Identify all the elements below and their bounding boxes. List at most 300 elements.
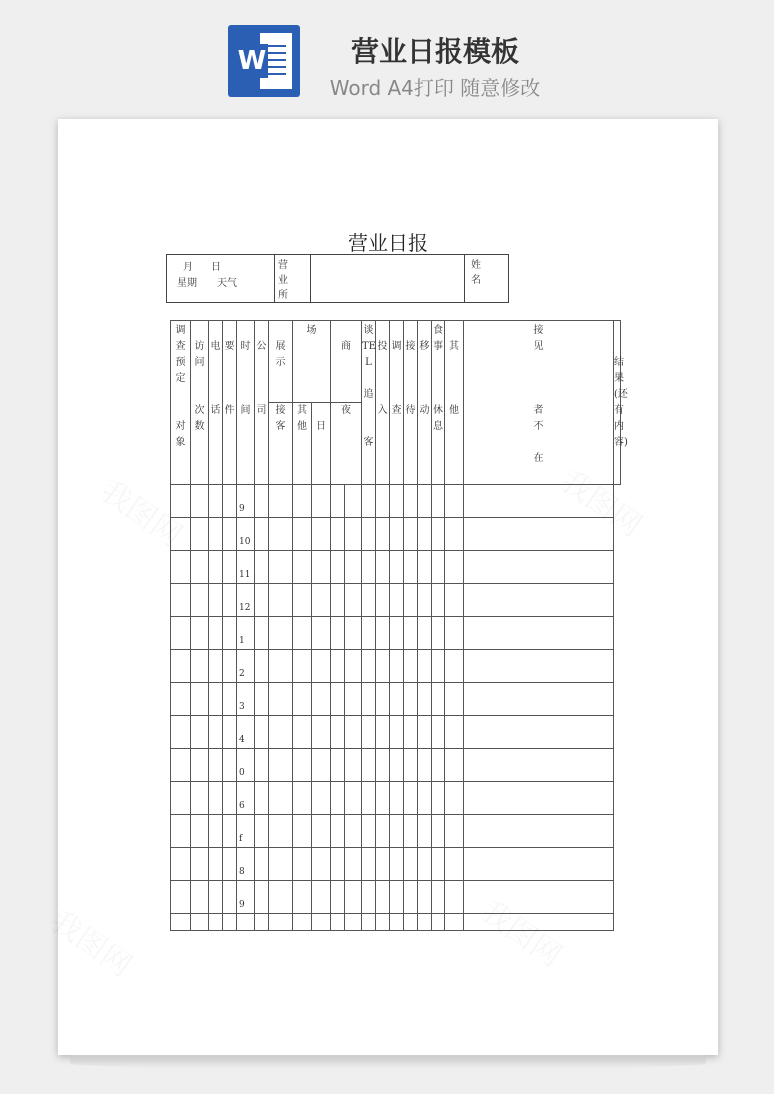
table-cell[interactable] bbox=[418, 485, 432, 518]
table-cell[interactable] bbox=[223, 782, 237, 815]
table-cell[interactable] bbox=[418, 617, 432, 650]
hour-cell[interactable]: 9 bbox=[237, 881, 255, 914]
table-row bbox=[171, 815, 621, 848]
table-row bbox=[171, 518, 621, 551]
table-cell[interactable] bbox=[345, 881, 362, 914]
table-cell[interactable] bbox=[269, 881, 293, 914]
table-cell[interactable] bbox=[376, 551, 390, 584]
table-cell[interactable] bbox=[345, 518, 362, 551]
table-cell[interactable] bbox=[191, 716, 209, 749]
hour-cell[interactable]: 10 bbox=[237, 518, 255, 551]
hour-cell[interactable]: 8 bbox=[237, 848, 255, 881]
table-cell[interactable] bbox=[376, 815, 390, 848]
table-cell[interactable] bbox=[362, 716, 376, 749]
table-cell[interactable] bbox=[312, 650, 331, 683]
table-cell[interactable] bbox=[331, 584, 345, 617]
table-cell[interactable] bbox=[209, 584, 223, 617]
table-cell[interactable] bbox=[418, 716, 432, 749]
table-cell[interactable] bbox=[293, 617, 312, 650]
table-cell[interactable] bbox=[269, 551, 293, 584]
table-cell[interactable] bbox=[171, 914, 191, 931]
table-cell[interactable] bbox=[293, 683, 312, 716]
table-row bbox=[171, 584, 621, 617]
result-cell[interactable] bbox=[464, 650, 614, 683]
table-cell[interactable] bbox=[376, 485, 390, 518]
document-page bbox=[58, 119, 718, 1055]
table-cell[interactable] bbox=[269, 518, 293, 551]
table-cell[interactable] bbox=[362, 485, 376, 518]
table-cell[interactable] bbox=[404, 683, 418, 716]
table-cell[interactable] bbox=[404, 782, 418, 815]
table-cell[interactable] bbox=[445, 551, 464, 584]
table-cell[interactable] bbox=[445, 716, 464, 749]
table-cell[interactable] bbox=[404, 815, 418, 848]
table-row bbox=[171, 551, 621, 584]
table-row bbox=[171, 749, 621, 782]
table-cell[interactable] bbox=[209, 914, 223, 931]
table-cell[interactable] bbox=[171, 848, 191, 881]
table-cell[interactable] bbox=[191, 881, 209, 914]
table-cell[interactable] bbox=[293, 914, 312, 931]
table-cell[interactable] bbox=[390, 815, 404, 848]
table-cell[interactable] bbox=[362, 881, 376, 914]
table-cell[interactable] bbox=[390, 650, 404, 683]
table-row bbox=[171, 650, 621, 683]
table-cell[interactable] bbox=[345, 584, 362, 617]
table-cell[interactable] bbox=[376, 716, 390, 749]
result-cell[interactable] bbox=[464, 914, 614, 931]
table-cell[interactable] bbox=[404, 551, 418, 584]
table-cell[interactable] bbox=[223, 551, 237, 584]
table-cell[interactable] bbox=[404, 881, 418, 914]
table-cell[interactable] bbox=[171, 584, 191, 617]
table-cell[interactable] bbox=[345, 749, 362, 782]
table-cell[interactable] bbox=[191, 518, 209, 551]
table-cell[interactable] bbox=[345, 617, 362, 650]
table-cell[interactable] bbox=[312, 749, 331, 782]
table-cell[interactable] bbox=[331, 518, 345, 551]
table-cell[interactable] bbox=[404, 584, 418, 617]
table-cell[interactable] bbox=[418, 914, 432, 931]
table-cell[interactable] bbox=[418, 782, 432, 815]
table-cell[interactable] bbox=[331, 485, 345, 518]
hour-cell[interactable]: 11 bbox=[237, 551, 255, 584]
table-cell[interactable] bbox=[432, 914, 445, 931]
table-cell[interactable] bbox=[255, 848, 269, 881]
table-cell[interactable] bbox=[432, 881, 445, 914]
table-cell[interactable] bbox=[432, 782, 445, 815]
table-cell[interactable] bbox=[418, 650, 432, 683]
table-cell[interactable] bbox=[255, 914, 269, 931]
table-cell[interactable] bbox=[362, 815, 376, 848]
table-cell[interactable] bbox=[376, 683, 390, 716]
table-cell[interactable] bbox=[376, 881, 390, 914]
table-cell[interactable] bbox=[209, 485, 223, 518]
hour-cell[interactable]: 12 bbox=[237, 584, 255, 617]
hour-cell[interactable]: 0 bbox=[237, 749, 255, 782]
table-cell[interactable] bbox=[269, 617, 293, 650]
table-cell[interactable] bbox=[331, 617, 345, 650]
table-cell[interactable] bbox=[223, 617, 237, 650]
col-day: 日 bbox=[312, 403, 331, 485]
col-business: 商 bbox=[331, 321, 362, 403]
table-cell[interactable] bbox=[255, 683, 269, 716]
table-cell[interactable] bbox=[362, 782, 376, 815]
table-cell[interactable] bbox=[293, 518, 312, 551]
banner-subtitle: Word A4打印 随意修改 bbox=[329, 76, 541, 100]
table-cell[interactable] bbox=[255, 749, 269, 782]
table-cell[interactable] bbox=[404, 848, 418, 881]
table-cell[interactable] bbox=[331, 551, 345, 584]
table-cell[interactable] bbox=[223, 485, 237, 518]
table-cell[interactable] bbox=[171, 749, 191, 782]
table-cell[interactable] bbox=[390, 881, 404, 914]
table-cell[interactable] bbox=[445, 518, 464, 551]
table-cell[interactable] bbox=[191, 848, 209, 881]
table-cell[interactable] bbox=[223, 716, 237, 749]
table-cell[interactable] bbox=[445, 848, 464, 881]
result-cell[interactable] bbox=[464, 881, 614, 914]
hour-cell[interactable]: 3 bbox=[237, 683, 255, 716]
table-cell[interactable] bbox=[404, 914, 418, 931]
table-cell[interactable] bbox=[191, 782, 209, 815]
hour-cell[interactable]: 2 bbox=[237, 650, 255, 683]
table-cell[interactable] bbox=[331, 914, 345, 931]
table-cell[interactable] bbox=[362, 617, 376, 650]
table-cell[interactable] bbox=[269, 914, 293, 931]
table-cell[interactable] bbox=[362, 683, 376, 716]
table-cell[interactable] bbox=[312, 881, 331, 914]
result-cell[interactable] bbox=[464, 518, 614, 551]
col-time: 时 间 bbox=[237, 321, 255, 485]
table-cell[interactable] bbox=[376, 749, 390, 782]
table-cell[interactable] bbox=[404, 485, 418, 518]
table-cell[interactable] bbox=[171, 881, 191, 914]
col-reception: 接 客 bbox=[269, 403, 293, 485]
table-cell[interactable] bbox=[209, 650, 223, 683]
table-cell[interactable] bbox=[390, 914, 404, 931]
table-cell[interactable] bbox=[432, 815, 445, 848]
table-cell[interactable] bbox=[223, 584, 237, 617]
table-cell[interactable] bbox=[390, 716, 404, 749]
table-cell[interactable] bbox=[223, 650, 237, 683]
table-cell[interactable] bbox=[345, 683, 362, 716]
table-cell[interactable] bbox=[293, 650, 312, 683]
table-cell[interactable] bbox=[171, 617, 191, 650]
table-cell[interactable] bbox=[390, 584, 404, 617]
table-cell[interactable] bbox=[445, 782, 464, 815]
table-cell[interactable] bbox=[293, 881, 312, 914]
col-meal-rest: 食 事 休 息 bbox=[432, 321, 445, 485]
table-cell[interactable] bbox=[445, 617, 464, 650]
table-row bbox=[171, 881, 621, 914]
table-cell[interactable] bbox=[209, 749, 223, 782]
table-cell[interactable] bbox=[191, 815, 209, 848]
table-cell[interactable] bbox=[255, 518, 269, 551]
table-cell[interactable] bbox=[404, 518, 418, 551]
table-cell[interactable] bbox=[376, 617, 390, 650]
table-row bbox=[171, 485, 621, 518]
table-cell[interactable] bbox=[255, 815, 269, 848]
result-cell[interactable] bbox=[464, 815, 614, 848]
word-icon: W bbox=[228, 25, 300, 97]
table-cell[interactable] bbox=[432, 584, 445, 617]
table-cell[interactable] bbox=[418, 848, 432, 881]
table-cell[interactable] bbox=[390, 749, 404, 782]
table-cell[interactable] bbox=[312, 518, 331, 551]
table-cell[interactable] bbox=[404, 617, 418, 650]
table-cell[interactable] bbox=[362, 914, 376, 931]
table-cell[interactable] bbox=[404, 716, 418, 749]
table-cell[interactable] bbox=[345, 815, 362, 848]
table-cell[interactable] bbox=[362, 848, 376, 881]
table-cell[interactable] bbox=[345, 485, 362, 518]
table-cell[interactable] bbox=[390, 617, 404, 650]
table-cell[interactable] bbox=[269, 683, 293, 716]
table-cell[interactable] bbox=[312, 485, 331, 518]
table-cell[interactable] bbox=[390, 551, 404, 584]
table-cell[interactable] bbox=[390, 683, 404, 716]
table-cell[interactable] bbox=[432, 716, 445, 749]
table-row bbox=[171, 617, 621, 650]
table-cell[interactable] bbox=[171, 683, 191, 716]
table-cell[interactable] bbox=[432, 518, 445, 551]
table-cell[interactable] bbox=[293, 551, 312, 584]
table-cell[interactable] bbox=[191, 551, 209, 584]
table-cell[interactable] bbox=[376, 650, 390, 683]
table-cell[interactable] bbox=[269, 848, 293, 881]
table-cell[interactable] bbox=[362, 749, 376, 782]
col-company: 公 司 bbox=[255, 321, 269, 485]
table-row bbox=[171, 848, 621, 881]
table-cell[interactable] bbox=[432, 617, 445, 650]
table-cell[interactable] bbox=[331, 848, 345, 881]
table-row bbox=[171, 716, 621, 749]
table-cell[interactable] bbox=[209, 815, 223, 848]
table-cell[interactable] bbox=[345, 782, 362, 815]
col-absent: 接 见 者 不 在 bbox=[464, 321, 614, 485]
table-cell[interactable] bbox=[191, 617, 209, 650]
table-cell[interactable] bbox=[171, 485, 191, 518]
table-cell[interactable] bbox=[445, 485, 464, 518]
table-cell[interactable] bbox=[171, 518, 191, 551]
table-cell[interactable] bbox=[432, 650, 445, 683]
table-cell[interactable] bbox=[312, 551, 331, 584]
watermark bbox=[44, 897, 143, 985]
table-cell[interactable] bbox=[269, 650, 293, 683]
result-cell[interactable] bbox=[464, 749, 614, 782]
table-cell[interactable] bbox=[255, 551, 269, 584]
table-cell[interactable] bbox=[390, 485, 404, 518]
table-cell[interactable] bbox=[445, 650, 464, 683]
document-title: 营业日报 bbox=[348, 231, 428, 255]
table-cell[interactable] bbox=[331, 749, 345, 782]
table-cell[interactable] bbox=[376, 914, 390, 931]
table-cell[interactable] bbox=[445, 914, 464, 931]
result-cell[interactable] bbox=[464, 716, 614, 749]
hour-cell[interactable]: 1 bbox=[237, 617, 255, 650]
result-cell[interactable] bbox=[464, 617, 614, 650]
table-cell[interactable] bbox=[209, 716, 223, 749]
table-cell[interactable] bbox=[223, 749, 237, 782]
table-cell[interactable] bbox=[432, 749, 445, 782]
hour-cell[interactable] bbox=[237, 914, 255, 931]
result-cell[interactable] bbox=[464, 485, 614, 518]
result-cell[interactable] bbox=[464, 584, 614, 617]
table-cell[interactable] bbox=[345, 650, 362, 683]
table-cell[interactable] bbox=[331, 881, 345, 914]
table-row bbox=[171, 914, 621, 931]
table-cell[interactable] bbox=[223, 881, 237, 914]
table-cell[interactable] bbox=[269, 584, 293, 617]
table-cell[interactable] bbox=[209, 848, 223, 881]
table-cell[interactable] bbox=[293, 716, 312, 749]
table-cell[interactable] bbox=[209, 551, 223, 584]
table-cell[interactable] bbox=[191, 914, 209, 931]
table-cell[interactable] bbox=[312, 782, 331, 815]
col-venue: 场 bbox=[293, 321, 331, 403]
day-label: 日 bbox=[211, 262, 221, 273]
table-cell[interactable] bbox=[331, 815, 345, 848]
table-cell[interactable] bbox=[376, 584, 390, 617]
table-cell[interactable] bbox=[255, 650, 269, 683]
table-cell[interactable] bbox=[345, 914, 362, 931]
table-cell[interactable] bbox=[418, 518, 432, 551]
result-cell[interactable] bbox=[464, 848, 614, 881]
table-cell[interactable] bbox=[171, 815, 191, 848]
table-cell[interactable] bbox=[362, 518, 376, 551]
table-cell[interactable] bbox=[293, 815, 312, 848]
table-cell[interactable] bbox=[269, 782, 293, 815]
table-cell[interactable] bbox=[418, 815, 432, 848]
table-cell[interactable] bbox=[209, 881, 223, 914]
table-cell[interactable] bbox=[269, 485, 293, 518]
table-cell[interactable] bbox=[171, 782, 191, 815]
table-cell[interactable] bbox=[269, 815, 293, 848]
table-cell[interactable] bbox=[209, 617, 223, 650]
table-cell[interactable] bbox=[255, 617, 269, 650]
table-cell[interactable] bbox=[418, 881, 432, 914]
table-cell[interactable] bbox=[223, 518, 237, 551]
table-cell[interactable] bbox=[171, 716, 191, 749]
table-cell[interactable] bbox=[293, 584, 312, 617]
table-cell[interactable] bbox=[269, 716, 293, 749]
header-info-box bbox=[166, 254, 509, 303]
table-cell[interactable] bbox=[445, 683, 464, 716]
table-cell[interactable] bbox=[191, 650, 209, 683]
table-cell[interactable] bbox=[418, 749, 432, 782]
table-cell[interactable] bbox=[418, 551, 432, 584]
table-cell[interactable] bbox=[445, 881, 464, 914]
hour-cell[interactable]: 9 bbox=[237, 485, 255, 518]
table-cell[interactable] bbox=[312, 683, 331, 716]
table-cell[interactable] bbox=[223, 914, 237, 931]
result-cell[interactable] bbox=[464, 551, 614, 584]
table-cell[interactable] bbox=[445, 584, 464, 617]
table-cell[interactable] bbox=[445, 815, 464, 848]
table-cell[interactable] bbox=[345, 551, 362, 584]
table-cell[interactable] bbox=[312, 815, 331, 848]
table-cell[interactable] bbox=[255, 584, 269, 617]
result-cell[interactable] bbox=[464, 683, 614, 716]
table-cell[interactable] bbox=[404, 749, 418, 782]
table-cell[interactable] bbox=[362, 584, 376, 617]
table-cell[interactable] bbox=[171, 650, 191, 683]
table-cell[interactable] bbox=[312, 716, 331, 749]
table-cell[interactable] bbox=[293, 782, 312, 815]
table-cell[interactable] bbox=[255, 881, 269, 914]
page-shadow bbox=[70, 1055, 706, 1069]
table-cell[interactable] bbox=[362, 650, 376, 683]
table-cell[interactable] bbox=[312, 584, 331, 617]
hour-cell[interactable]: f bbox=[237, 815, 255, 848]
table-cell[interactable] bbox=[376, 518, 390, 551]
result-cell[interactable] bbox=[464, 782, 614, 815]
table-cell[interactable] bbox=[269, 749, 293, 782]
table-cell[interactable] bbox=[432, 485, 445, 518]
table-cell[interactable] bbox=[209, 518, 223, 551]
table-cell[interactable] bbox=[191, 749, 209, 782]
table-cell[interactable] bbox=[445, 749, 464, 782]
table-cell[interactable] bbox=[432, 551, 445, 584]
table-cell[interactable] bbox=[432, 848, 445, 881]
table-cell[interactable] bbox=[345, 716, 362, 749]
table-cell[interactable] bbox=[293, 485, 312, 518]
col-result: 结果(还有内容) bbox=[614, 321, 621, 485]
table-cell[interactable] bbox=[255, 716, 269, 749]
table-cell[interactable] bbox=[255, 782, 269, 815]
name-label: 姓 名 bbox=[471, 260, 481, 286]
hour-cell[interactable]: 4 bbox=[237, 716, 255, 749]
table-cell[interactable] bbox=[331, 716, 345, 749]
table-cell[interactable] bbox=[171, 551, 191, 584]
table-cell[interactable] bbox=[209, 683, 223, 716]
hour-cell[interactable]: 6 bbox=[237, 782, 255, 815]
table-cell[interactable] bbox=[223, 815, 237, 848]
daily-report-table bbox=[170, 320, 628, 931]
table-cell[interactable] bbox=[362, 551, 376, 584]
table-cell[interactable] bbox=[390, 782, 404, 815]
table-cell[interactable] bbox=[223, 683, 237, 716]
table-cell[interactable] bbox=[418, 683, 432, 716]
table-cell[interactable] bbox=[345, 848, 362, 881]
table-cell[interactable] bbox=[209, 782, 223, 815]
table-cell[interactable] bbox=[404, 650, 418, 683]
table-cell[interactable] bbox=[376, 848, 390, 881]
col-exhibit: 展 示 bbox=[269, 321, 293, 403]
table-cell[interactable] bbox=[255, 485, 269, 518]
weekday-label: 星期 bbox=[177, 278, 197, 289]
table-cell[interactable] bbox=[390, 848, 404, 881]
table-cell[interactable] bbox=[376, 782, 390, 815]
table-cell[interactable] bbox=[293, 848, 312, 881]
table-cell[interactable] bbox=[418, 584, 432, 617]
table-cell[interactable] bbox=[223, 848, 237, 881]
table-cell[interactable] bbox=[191, 584, 209, 617]
col-night: 夜 bbox=[331, 403, 362, 485]
table-cell[interactable] bbox=[432, 683, 445, 716]
table-cell[interactable] bbox=[331, 650, 345, 683]
table-cell[interactable] bbox=[191, 485, 209, 518]
table-cell[interactable] bbox=[312, 617, 331, 650]
table-cell[interactable] bbox=[191, 683, 209, 716]
table-cell[interactable] bbox=[331, 782, 345, 815]
table-cell[interactable] bbox=[390, 518, 404, 551]
table-cell[interactable] bbox=[312, 914, 331, 931]
table-cell[interactable] bbox=[293, 749, 312, 782]
table-cell[interactable] bbox=[331, 683, 345, 716]
table-cell[interactable] bbox=[312, 848, 331, 881]
